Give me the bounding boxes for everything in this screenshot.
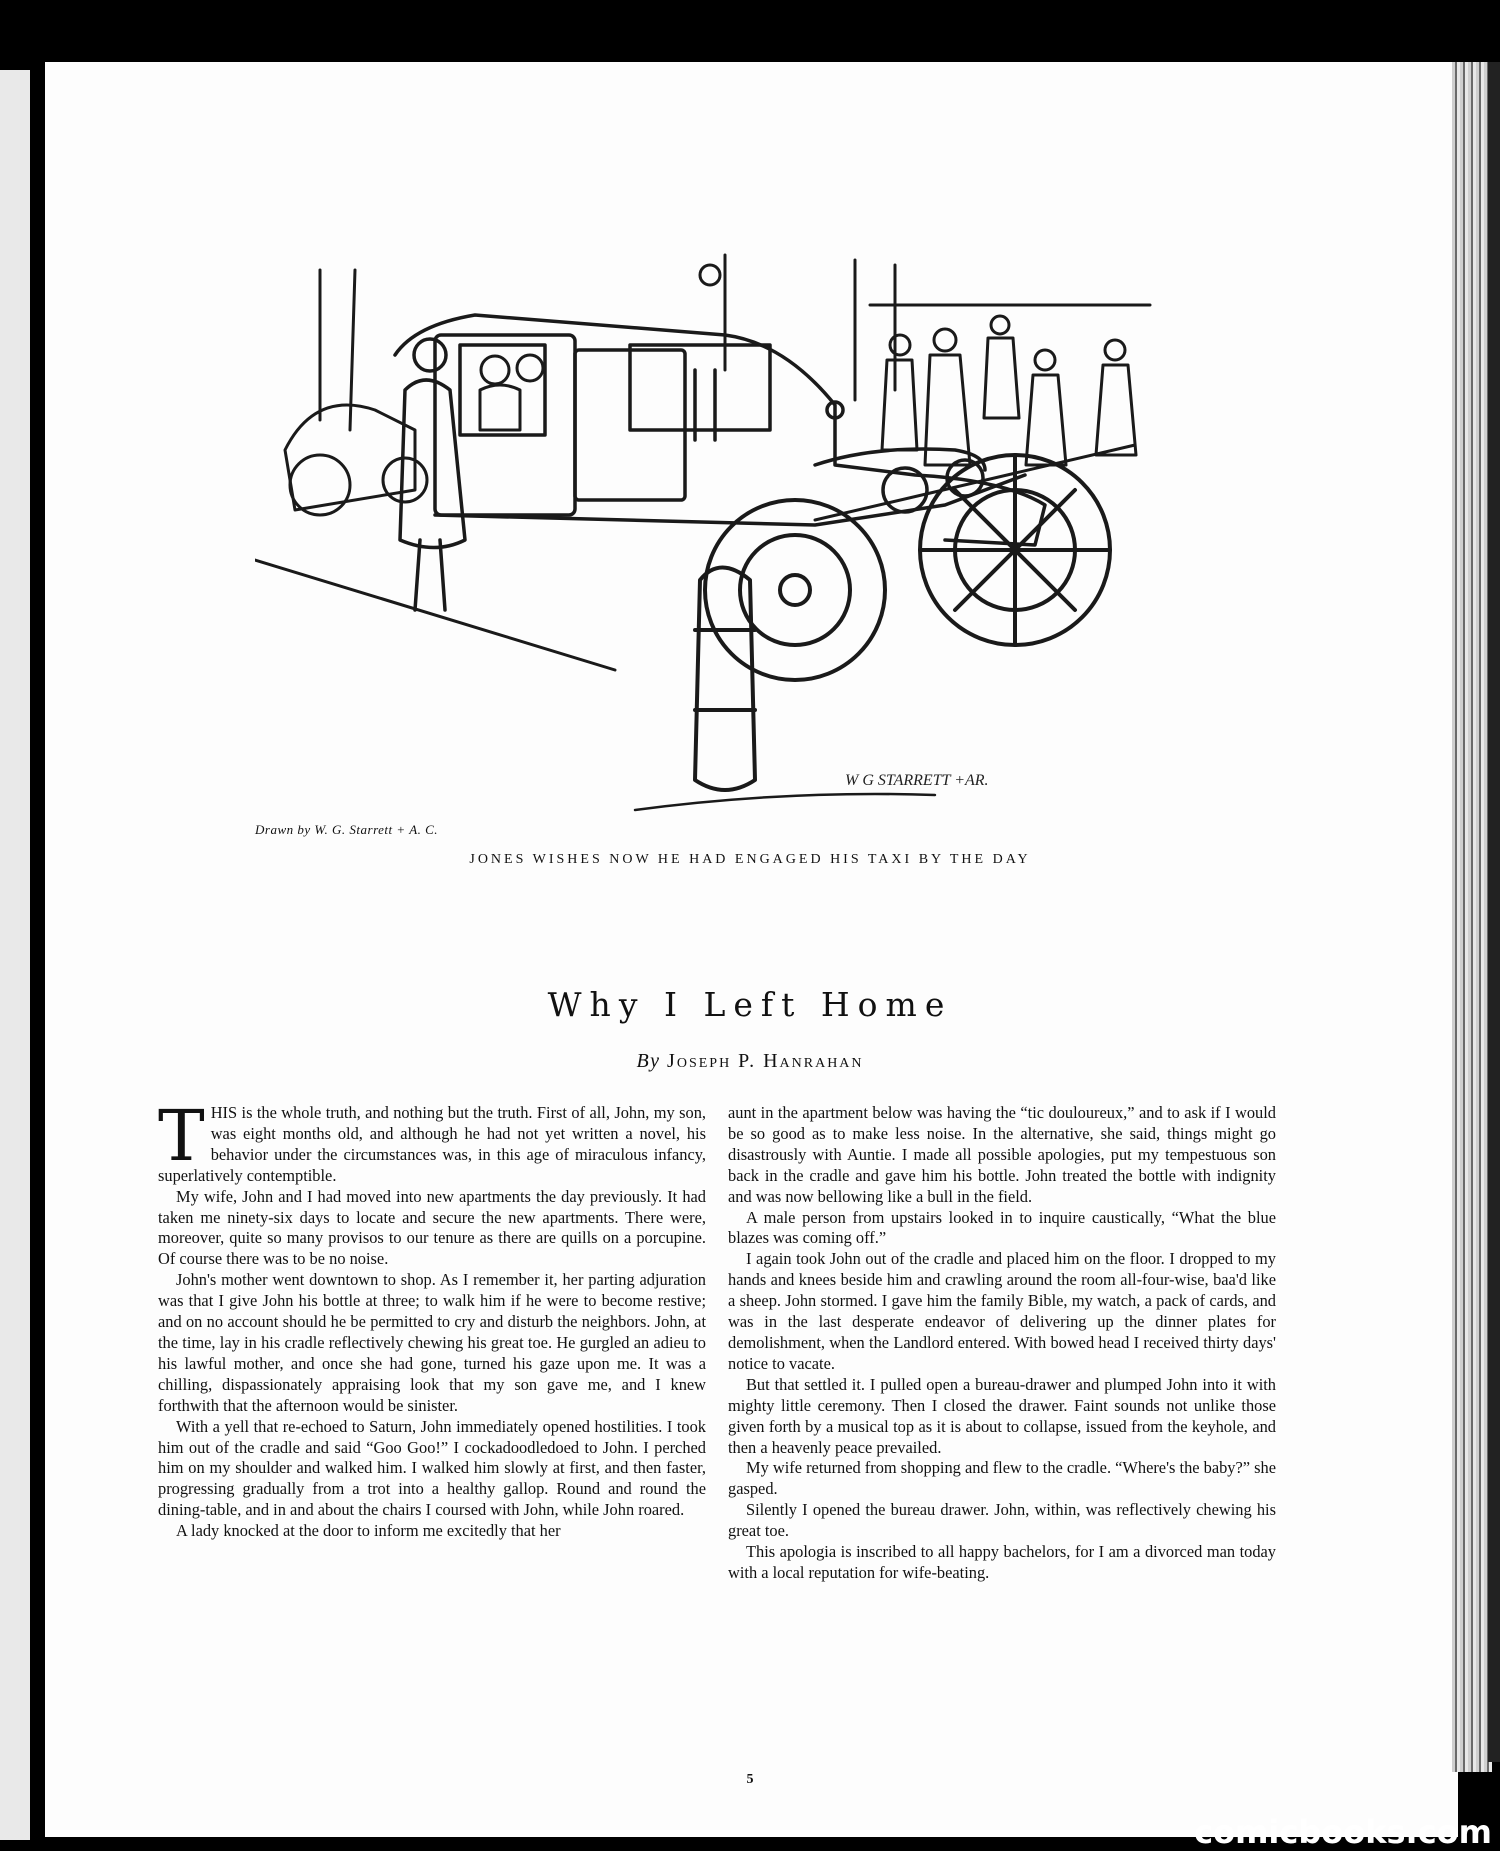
taxi-wheels [705, 455, 1110, 680]
drop-cap: T [158, 1095, 205, 1177]
woman-figure [400, 339, 465, 610]
taxi-passengers [480, 355, 543, 430]
facing-page-edge [0, 70, 30, 1840]
article-paragraph: A lady knocked at the door to inform me excitedly that her [176, 1521, 561, 1541]
artist-signature: W G STARRETT +AR. [845, 772, 989, 789]
article-paragraph: This apologia is inscribed to all happy bachelors, for I am a divorced man today with a local reputation for wife-beating. [728, 1542, 1276, 1582]
clock [700, 265, 720, 285]
illustration-caption: JONES WISHES NOW HE HAD ENGAGED HIS TAXI BY THE DAY [469, 852, 1031, 867]
article-paragraph: But that settled it. I pulled open a bureau-drawer and plumped John into it with mighty little ceremony. Then I closed the drawer. Faint sounds not unlike those given forth by a musical top as it is about to collapse, issued from the keyhole, and then a heavenly peace prevailed. [728, 1374, 1276, 1457]
article-paragraph: My wife, John and I had moved into new apartments the day previously. It had taken me ninety-six days to locate and secure the new apartments. There were, moreover, quite so many provisos to our tenure as there are quills on a porcupine. Of course there was to be no noise. [158, 1186, 706, 1269]
article-byline [0, 1050, 1500, 1073]
continued-paragraph: aunt in the apartment below was having the “tic douloureux,” and to ask if I would be so good as to make less noise. In the alternative, she said, things might go disastrously with Auntie. I made all possible apologies, put my tempestuous son back in the cradle and gave him his bottle. John treated the bottle with indignity and was now bellowing like a bull in the field. [728, 1103, 1276, 1206]
article-column-left [158, 1095, 706, 1542]
binding-shadow [1488, 62, 1500, 1762]
article-paragraph: With a yell that re-echoed to Saturn, John immediately opened hostilities. I took him out of the cradle and said “Goo Goo!” I cockadoodledoed to John. I perched him on my shoulder and walked him. I walked him slowly at first, and then faster, progressing gradually from a trot into a healthy gallop. Round and round the dining-table, and in and about the chairs I coursed with John, while John roared. [158, 1416, 706, 1520]
site-watermark: comicbooks.com [1194, 1813, 1492, 1851]
byline-prefix: By [636, 1050, 661, 1072]
article-paragraph: My wife returned from shopping and flew to the cradle. “Where's the baby?” she gasped. [728, 1458, 1276, 1499]
illustration-credit: Drawn by W. G. Starrett + A. C. [255, 822, 439, 837]
article-paragraph: I again took John out of the cradle and placed him on the floor. I dropped to my hands and knees beside him and crawling around the room all-four-wise, baa'd like a sheep. John stormed. I gave him the family Bible, my watch, a pack of cards, and was in the last desperate endeavor of delivering up the dinner plates for demolishment, when the Landlord entered. With bowed head I received thirty days' notice to vacate. [728, 1249, 1276, 1373]
background-pedestrians [882, 316, 1136, 465]
taxi-drawing [255, 250, 1185, 830]
taxi-illustration [255, 250, 1185, 830]
article-paragraph: Silently I opened the bureau drawer. John, within, was reflectively chewing his great toe. [728, 1500, 1276, 1541]
article-paragraph: A male person from upstairs looked in to inquire caustically, “What the blue blazes was coming off.” [728, 1207, 1276, 1248]
opening-paragraph-text: HIS is the whole truth, and nothing but the truth. First of all, John, my son, was eight months old, and although he had not yet written a novel, his behavior under the circumstances was, in this age of miraculous infancy, superlatively contemptible. [158, 1103, 706, 1185]
article-paragraph: John's mother went downtown to shop. As I remember it, her parting adjuration was that I give John his bottle at three; to walk him if he were to become restive; and on no account should he be permitted to cry and disturb the neighbors. John, at the time, lay in his cradle reflectively chewing his great toe. He gurgled an adieu to his lawful mother, and once she had gone, turned his gaze upon me. It was a chilling, dispassionately appraising look that my son gave me, and I knew forthwith that the afternoon would be sinister. [158, 1270, 706, 1415]
article-column-right [728, 1103, 1276, 1584]
author-name: Joseph P. Hanrahan [667, 1050, 864, 1072]
ground-line [635, 794, 935, 810]
stacked-page-edges [1452, 62, 1492, 1772]
article-title: Why I Left Home [547, 985, 953, 1024]
opening-paragraph [158, 1095, 706, 1187]
page-number: 5 [746, 1772, 754, 1787]
